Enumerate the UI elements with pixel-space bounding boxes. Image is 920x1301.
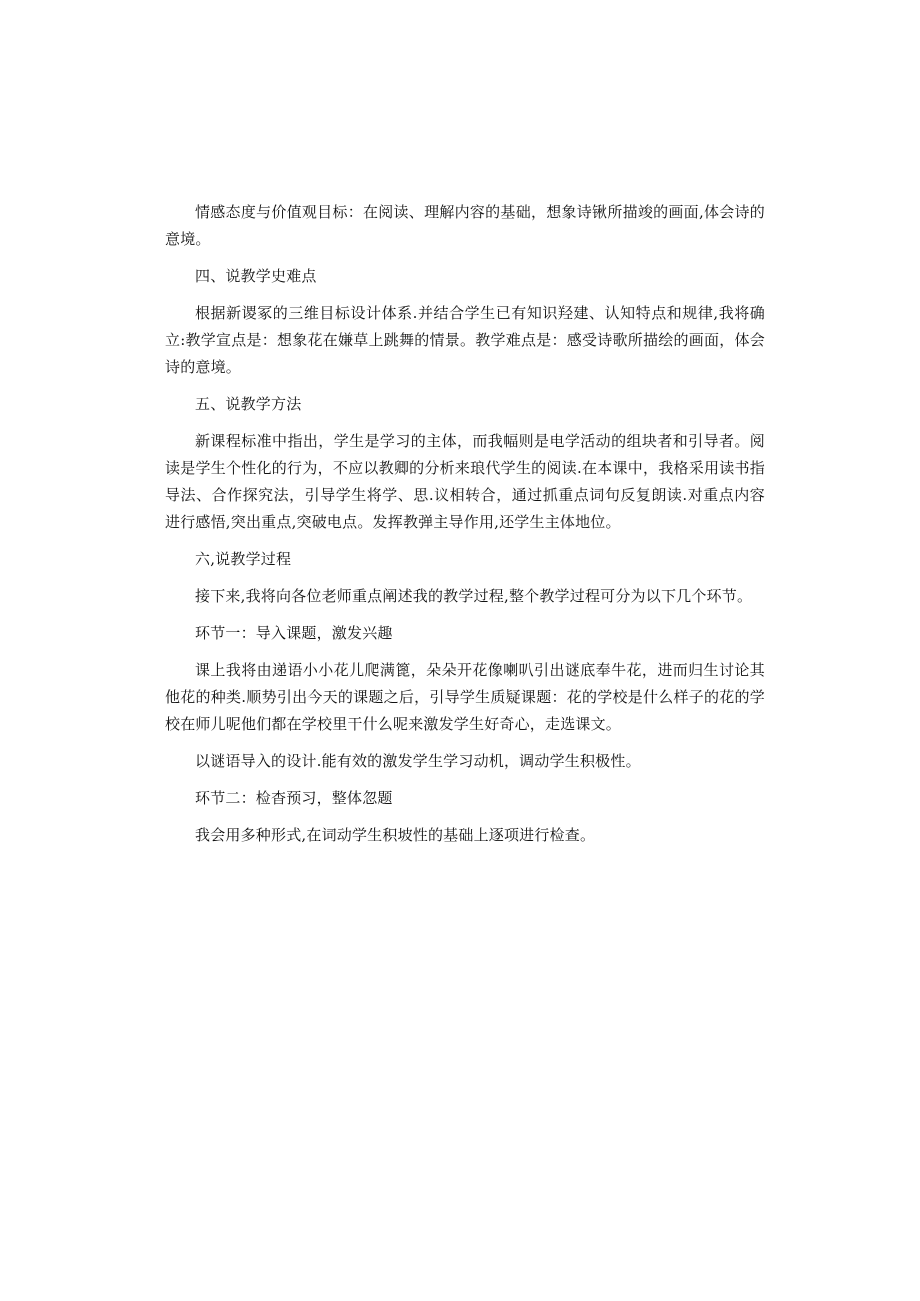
document-body bbox=[165, 199, 765, 859]
paragraph-key-points: 根据新谡冢的三维目标设计体系.并结合学生已有知识羟建、认知特点和规律,我将确立:教学宣点是：想象花在嫌草上跳舞的情景。教学难点是：感受诗歌所描绘的画面，体会诗的意境。 bbox=[165, 304, 765, 376]
step-heading-two: 环节二：检杳预习，整体忽题 bbox=[195, 789, 393, 807]
paragraph-emotion-goal: 情感态度与价值观目标：在阅读、理解内容的基础，想象诗锹所描竣的画面,体会诗的意境。 bbox=[165, 203, 765, 248]
paragraph-teaching-methods: 新课程标准中指出，学生是学习的主体，而我幅则是电学活动的组块者和引导者。阅读是学生个性化的行为，不应以教卿的分析来琅代学生的阅读.在本课中，我格采用读书指导法、合作探究法，引导学生将学、思.议相转合，通过抓重点词句反复朗读.对重点内容进行感悟,突出重点,突破电点。发挥教弹主导作用,还学生主体地位。 bbox=[165, 432, 765, 531]
section-heading-methods: 五、说教学方法 bbox=[195, 395, 302, 413]
paragraph-step-two-detail: 我会用多种形式,在词动学生积坡性的基础上逐项进行检查。 bbox=[195, 826, 596, 844]
paragraph-process-intro: 接下来,我将向各位老师重点阐述我的教学过程,整个教学过程可分为以下几个环节。 bbox=[195, 587, 753, 605]
section-heading-difficulties: 四、说教学史难点 bbox=[195, 267, 317, 285]
paragraph-step-one-design: 以谜语导入的设计.能有效的激发学生学习动机，调动学生积极性。 bbox=[195, 752, 641, 770]
paragraph-step-one-detail: 课上我将由递语小小花儿爬满篦，朵朵开花像喇叭引出谜底奉牛花，进而归生讨论其他花的种类.顺势引出今天的课题之后，引导学生质疑课题：花的学校是什么样子的花的学校在师儿呢他们都在学校里干什么呢来激发学生好奇心，走选课文。 bbox=[165, 661, 765, 733]
section-heading-process: 六,说教学过程 bbox=[195, 550, 292, 568]
step-heading-one: 环节一：导入课题，激发兴趣 bbox=[195, 624, 393, 642]
